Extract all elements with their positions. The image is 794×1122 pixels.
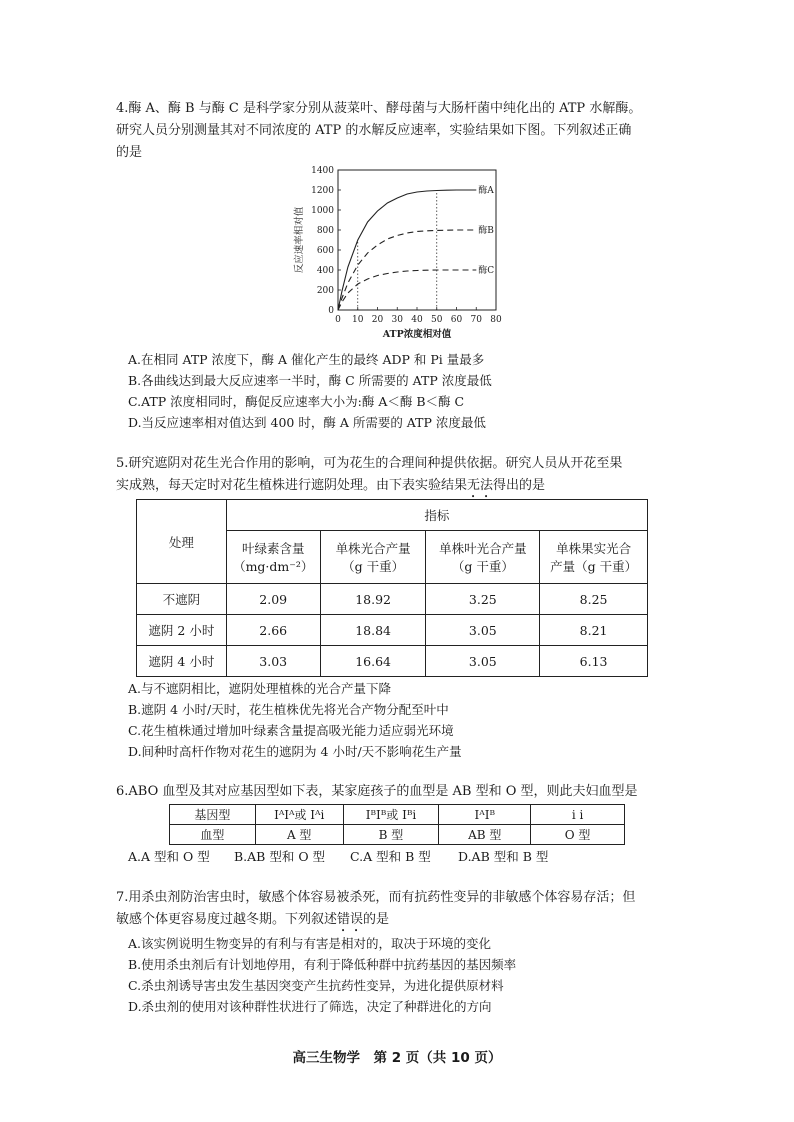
- q7-option-d[interactable]: D.杀虫剂的使用对该种群性状进行了筛选，决定了种群进化的方向: [128, 999, 492, 1014]
- q4-stem-line2: 研究人员分别测量其对不同浓度的 ATP 的水解反应速率，实验结果如下图。下列叙述正确: [116, 123, 632, 138]
- plot-frame: [338, 170, 496, 310]
- series-label: 酶A: [478, 186, 494, 196]
- row-label: 不遮阴: [137, 584, 227, 615]
- q4-options: [128, 349, 492, 433]
- q5-stem-line2: [116, 475, 716, 501]
- enzyme-rate-chart: [286, 160, 526, 340]
- series-label: 酶B: [478, 226, 494, 236]
- table-cell: O 型: [531, 825, 625, 845]
- table-cell: 8.25: [540, 584, 648, 615]
- series-label: 酶C: [478, 266, 495, 276]
- y-tick-label: 1200: [311, 186, 334, 196]
- x-tick-label: 40: [411, 315, 423, 325]
- q4-stem: [116, 98, 716, 164]
- q5-col-header: 单株果实光合 产量（g 干重）: [540, 531, 648, 584]
- table-row: [137, 646, 648, 677]
- q5-stem-emphasis: 无法: [467, 478, 494, 493]
- x-tick-label: 60: [450, 315, 463, 325]
- row-label: 血型: [170, 825, 256, 845]
- x-tick-label: 80: [490, 315, 502, 325]
- x-tick-label: 30: [391, 315, 403, 325]
- q5-header-index: 指标: [226, 500, 647, 531]
- x-axis-label: ATP浓度相对值: [382, 329, 452, 340]
- q7-stem-emphasis: 错误: [337, 912, 364, 927]
- q7-stem-line2: [116, 909, 716, 935]
- q5-option-d[interactable]: D.间种时高杆作物对花生的遮阴为 4 小时/天不影响花生产量: [128, 744, 462, 759]
- table-cell: 18.92: [320, 584, 426, 615]
- series-line: [338, 190, 476, 310]
- q6-option-a[interactable]: A.A 型和 O 型: [128, 849, 210, 864]
- table-cell: 8.21: [540, 615, 648, 646]
- q4-option-a[interactable]: A.在相同 ATP 浓度下，酶 A 催化产生的最终 ADP 和 Pi 量最多: [128, 352, 485, 367]
- page-footer: 高三生物学 第 2 页（共 10 页）: [292, 1050, 502, 1066]
- q5-option-c[interactable]: C.花生植株通过增加叶绿素含量提高吸光能力适应弱光环境: [128, 723, 454, 738]
- x-tick-label: 10: [352, 315, 364, 325]
- q7-stem-line1: 7.用杀虫剂防治害虫时，敏感个体容易被杀死，而有抗药性变异的非敏感个体容易存活；但: [116, 890, 636, 905]
- q7-stem: [116, 887, 716, 935]
- x-tick-label: 0: [335, 315, 341, 325]
- table-cell: 3.05: [426, 615, 540, 646]
- q5-stem-line2-pre: 实成熟，每天定时对花生植株进行遮阴处理。由下表实验结果: [116, 478, 468, 493]
- table-cell: 6.13: [540, 646, 648, 677]
- table-cell: 3.03: [226, 646, 320, 677]
- q6-stem: 6.ABO 血型及其对应基因型如下表，某家庭孩子的血型是 AB 型和 O 型，则此夫妇血型是: [116, 784, 638, 799]
- q6-option-b[interactable]: B.AB 型和 O 型: [234, 849, 326, 864]
- q5-col-header: 叶绿素含量 （mg·dm⁻²）: [226, 531, 320, 584]
- table-cell: 18.84: [320, 615, 426, 646]
- y-tick-label: 0: [328, 306, 334, 316]
- x-tick-label: 20: [371, 315, 384, 325]
- y-tick-label: 200: [316, 286, 334, 296]
- q5-table: [136, 499, 648, 677]
- table-row: [137, 615, 648, 646]
- q4-stem-line3: 的是: [116, 145, 143, 160]
- table-cell: 3.05: [426, 646, 540, 677]
- row-label: 遮阴 4 小时: [137, 646, 227, 677]
- q5-option-b[interactable]: B.遮阴 4 小时/天时，花生植株优先将光合产物分配至叶中: [128, 702, 449, 717]
- q5-stem: [116, 453, 716, 501]
- table-row: [137, 584, 648, 615]
- series-line: [338, 270, 476, 310]
- row-label: 遮阴 2 小时: [137, 615, 227, 646]
- table-cell: IᴬIᴬ或 Iᴬi: [255, 805, 343, 825]
- table-row: [170, 825, 625, 845]
- q6-option-c[interactable]: C.A 型和 B 型: [350, 849, 431, 864]
- q6-option-d[interactable]: D.AB 型和 B 型: [458, 849, 549, 864]
- q5-header-treatment: 处理: [137, 500, 227, 584]
- q6-options: [128, 846, 688, 867]
- q5-options: [128, 678, 462, 762]
- q7-stem-line2-pre: 敏感个体更容易度过越冬期。下列叙述: [116, 912, 338, 927]
- q6-table: [169, 804, 625, 845]
- table-cell: A 型: [255, 825, 343, 845]
- table-cell: IᴮIᴮ或 Iᴮi: [343, 805, 439, 825]
- y-tick-label: 800: [316, 226, 334, 236]
- q4-option-b[interactable]: B.各曲线达到最大反应速率一半时，酶 C 所需要的 ATP 浓度最低: [128, 373, 492, 388]
- q5-stem-line1: 5.研究遮阴对花生光合作用的影响，可为花生的合理间种提供依据。研究人员从开花至果: [116, 456, 623, 471]
- table-cell: i i: [531, 805, 625, 825]
- table-cell: IᴬIᴮ: [439, 805, 531, 825]
- table-row: [170, 805, 625, 825]
- x-tick-label: 70: [470, 315, 482, 325]
- table-cell: 16.64: [320, 646, 426, 677]
- row-label: 基因型: [170, 805, 256, 825]
- q5-option-a[interactable]: A.与不遮阴相比，遮阴处理植株的光合产量下降: [128, 681, 392, 696]
- y-tick-label: 400: [316, 266, 334, 276]
- q7-stem-line2-post: 的是: [363, 912, 390, 927]
- q7-options: [128, 933, 516, 1017]
- x-tick-label: 50: [431, 315, 443, 325]
- table-cell: B 型: [343, 825, 439, 845]
- q5-col-header: 单株光合产量 （g 干重）: [320, 531, 426, 584]
- y-tick-label: 600: [316, 246, 334, 256]
- q7-option-a[interactable]: A.该实例说明生物变异的有利与有害是相对的，取决于环境的变化: [128, 936, 492, 951]
- table-cell: AB 型: [439, 825, 531, 845]
- table-cell: 3.25: [426, 584, 540, 615]
- q4-stem-line1: 4.酶 A、酶 B 与酶 C 是科学家分别从菠菜叶、酵母菌与大肠杆菌中纯化出的 ATP 水解酶。: [116, 101, 642, 116]
- q5-stem-line2-post: 得出的是: [493, 478, 546, 493]
- q4-option-c[interactable]: C.ATP 浓度相同时，酶促反应速率大小为:酶 A＜酶 B＜酶 C: [128, 394, 465, 409]
- y-tick-label: 1000: [311, 206, 334, 216]
- q7-option-b[interactable]: B.使用杀虫剂后有计划地停用，有利于降低种群中抗药基因的基因频率: [128, 957, 517, 972]
- y-axis-label: 反应速率相对值: [294, 206, 305, 274]
- q5-col-header: 单株叶光合产量 （g 干重）: [426, 531, 540, 584]
- q7-option-c[interactable]: C.杀虫剂诱导害虫发生基因突变产生抗药性变异，为进化提供原材料: [128, 978, 504, 993]
- table-cell: 2.09: [226, 584, 320, 615]
- y-tick-label: 1400: [311, 166, 334, 176]
- q4-option-d[interactable]: D.当反应速率相对值达到 400 时，酶 A 所需要的 ATP 浓度最低: [128, 415, 486, 430]
- table-cell: 2.66: [226, 615, 320, 646]
